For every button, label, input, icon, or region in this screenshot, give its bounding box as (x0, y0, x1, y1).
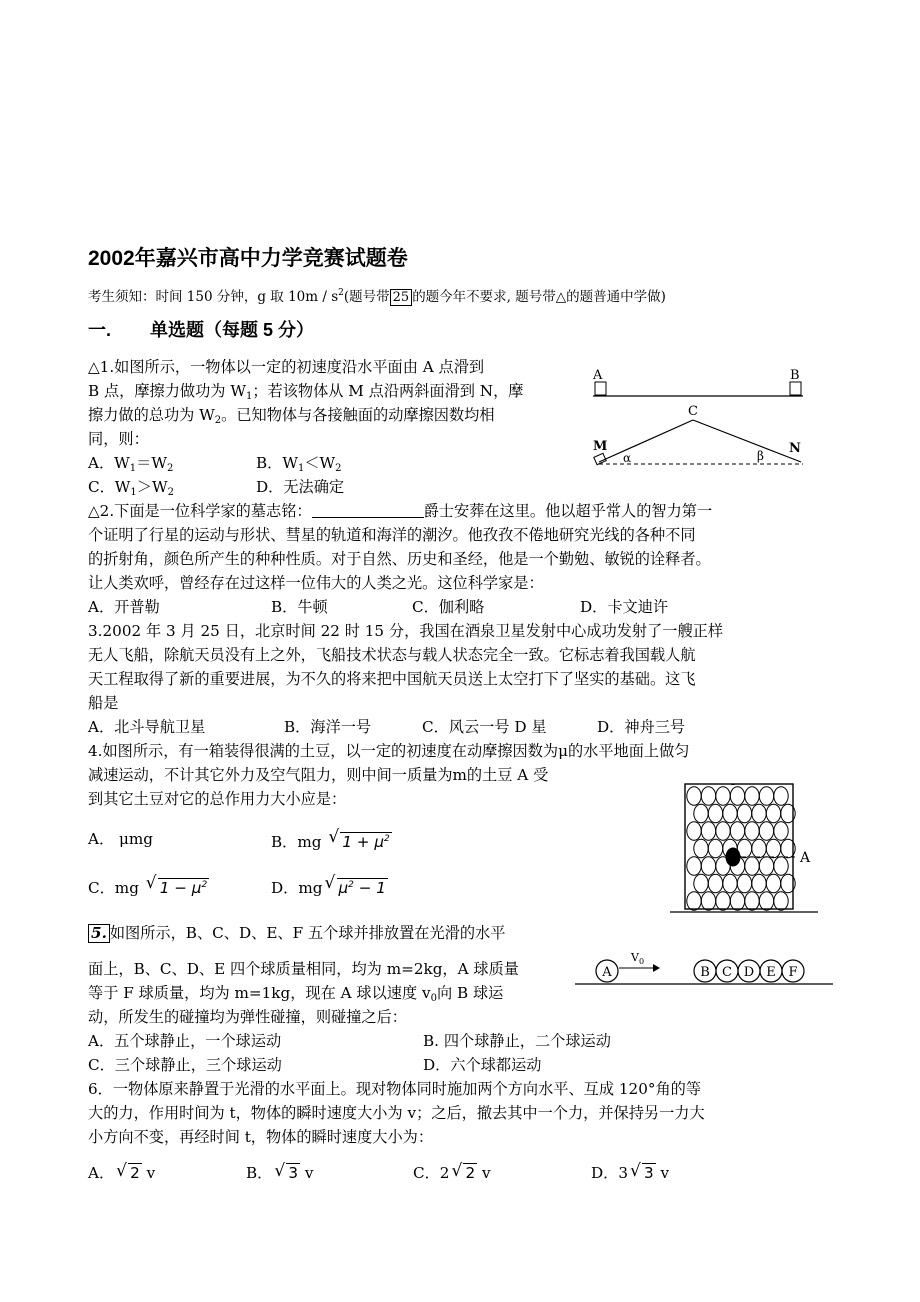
q1-label-c: C (688, 404, 698, 419)
potato (745, 787, 759, 805)
potato (752, 839, 766, 857)
q6-option-a: A．√ 2 v (88, 1162, 155, 1184)
potato (708, 839, 722, 857)
q6-option-d: D．3√ 3 v (591, 1162, 669, 1184)
potato (708, 874, 722, 892)
potato (701, 857, 715, 875)
potato (774, 787, 788, 805)
potato (701, 822, 715, 840)
potato (701, 892, 715, 910)
potato-a (726, 848, 741, 867)
q1-label-b: B (790, 368, 800, 383)
q1-label-n: N (789, 441, 801, 456)
q4-line-3: 到其它土豆对它的总作用力大小应是： (88, 790, 347, 808)
q5-line-1: 5. 如图所示，B、C、D、E、F 五个球并排放置在光滑的水平 (88, 922, 505, 944)
q2-option-b: B．牛顿 (271, 598, 328, 616)
q1-line-2: B 点，摩擦力做功为 $W_1$；若该物体从 M 点沿两斜面滑到 N，摩 (88, 382, 524, 402)
q4-option-a: A． μmg (88, 830, 153, 848)
notice-pre: 考生须知：时间 150 分钟， (88, 289, 258, 305)
q5-ball-b (694, 960, 716, 982)
section-heading (88, 316, 314, 342)
q1-line-3: 擦力做的总功为 $W_2$。已知物体与各接触面的动摩擦因数均相 (88, 406, 495, 426)
potato (723, 804, 737, 822)
potato (766, 874, 780, 892)
q6-line-3: 小方向不变，再经时间 t，物体的瞬时速度大小为： (88, 1128, 434, 1146)
q5-option-a: A．五个球静止，一个球运动 (88, 1032, 282, 1050)
potato (759, 857, 773, 875)
svg-text:E: E (766, 965, 776, 980)
q1-slope-right (693, 420, 801, 462)
potato (701, 787, 715, 805)
svg-text:D: D (743, 965, 755, 980)
q1-label-beta: β (757, 449, 764, 463)
potato (694, 874, 708, 892)
potato (745, 892, 759, 910)
potato (687, 892, 701, 910)
q2-option-d: D．卡文迪许 (580, 598, 669, 616)
section-number: 一. (88, 320, 112, 340)
q1-label-alpha: α (623, 451, 632, 465)
q1-slope-left (599, 420, 693, 462)
q1-label-a: A (593, 368, 603, 383)
svg-text:C: C (722, 965, 732, 980)
q1-block-a (595, 382, 606, 395)
q1-label-m: M (593, 439, 608, 454)
q5-ball-c (716, 960, 738, 982)
q3-option-d: D．神舟三号 (597, 718, 686, 736)
q5-ball-e (760, 960, 782, 982)
potato (774, 857, 788, 875)
notice-post: 的题今年不要求, 题号带△的题普通中学做) (412, 289, 666, 305)
svg-text:A: A (602, 965, 612, 980)
potato (694, 839, 708, 857)
q6-line-2: 大的力，作用时间为 t，物体的瞬时速度大小为 v；之后，撤去其中一个力，并保持另一力大 (88, 1104, 705, 1122)
exam-notice (88, 285, 666, 305)
potato (752, 874, 766, 892)
potato (766, 804, 780, 822)
potato (737, 804, 751, 822)
potato (716, 822, 730, 840)
q4-line-1: 4.如图所示，有一箱装得很满的土豆，以一定的初速度在动摩擦因数为μ的水平地面上做匀 (88, 742, 690, 760)
q4-option-d: D．mg√ $\mu^2 - 1$ (271, 874, 388, 899)
q2-option-c: C．伽利略 (412, 598, 485, 616)
potato (774, 822, 788, 840)
q3-line-2: 无人飞船，除航天员没有上之外，飞船技术状态与载人状态完全一致。它标志着我国载人航 (88, 646, 696, 664)
notice-sup: 2 (338, 288, 344, 298)
q3-line-4: 船是 (88, 694, 119, 712)
q3-line-3: 天工程取得了新的重要进展，为不久的将来把中国航天员送上太空打下了坚实的基础。这飞 (88, 670, 696, 688)
q5-option-b: B. 四个球静止，二个球运动 (423, 1032, 611, 1050)
q2-line-3: 的折射角，颜色所产生的种种性质。对于自然、历史和圣经，他是一个勤勉、敏锐的诠释者。 (88, 550, 711, 568)
q6-line-1: 6．一物体原来静置于光滑的水平面上。现对物体同时施加两个方向水平、互成 120°角的等 (88, 1080, 702, 1098)
potato (737, 874, 751, 892)
potato (730, 892, 744, 910)
q4-figure-dash: - (731, 777, 736, 791)
page-title: 2002年嘉兴市高中力学竞赛试题卷 (88, 247, 408, 270)
q5-ball-a (596, 960, 618, 982)
potato (708, 804, 722, 822)
q1-line-4: 同，则： (88, 430, 149, 448)
q2-line-2: 个证明了行星的运动与形状、彗星的轨道和海洋的潮汐。他孜孜不倦地研究光线的各种不同 (88, 526, 696, 544)
q1-option-c: C．$W_1>W_2$ (88, 478, 174, 498)
q5-arrow-head (653, 964, 660, 972)
q4-option-c: C．mg √ $1 - \mu^2$ (88, 874, 209, 899)
notice-boxed-number: 25 (390, 289, 413, 306)
q5-option-c: C．三个球静止，三个球运动 (88, 1056, 282, 1074)
q4-label-a: A (800, 850, 811, 866)
q5-option-d: D．六个球都运动 (423, 1056, 542, 1074)
potato (723, 874, 737, 892)
q5-number-box: 5. (88, 924, 110, 943)
q6-option-c: C．2√ 2 v (413, 1162, 491, 1184)
q2-line-1: △2.下面是一位科学家的墓志铭： 爵士安葬在这里。他以超乎常人的智力第一 (88, 502, 713, 520)
potato (745, 822, 759, 840)
q5-figure-balls (575, 946, 835, 992)
q5-line-2: 面上，B、C、D、E 四个球质量相同，均为 m=2kg，A 球质量 (88, 960, 519, 978)
q2-answer-blank (312, 502, 424, 518)
q1-figure-slopes (585, 360, 815, 475)
q2-line-4: 让人类欢呼，曾经存在过这样一位伟大的人类之光。这位科学家是： (88, 574, 544, 592)
q4-figure-potato-box (668, 776, 828, 916)
potato (687, 857, 701, 875)
q4-option-b: B．mg √ $1 + \mu^2$ (271, 828, 392, 853)
potato (716, 892, 730, 910)
q4-potatoes (687, 787, 795, 910)
potato (759, 822, 773, 840)
svg-text:B: B (700, 965, 710, 980)
potato (752, 804, 766, 822)
potato (730, 822, 744, 840)
q1-option-b: B．$W_1<W_2$ (256, 454, 342, 474)
q3-option-b: B．海洋一号 (284, 718, 372, 736)
q3-option-a: A．北斗导航卫星 (88, 718, 206, 736)
potato (766, 839, 780, 857)
q1-option-a: A．$W_1=W_2$ (88, 454, 174, 474)
q4-line-2: 减速运动，不计其它外力及空气阻力，则中间一质量为m的土豆 A 受 (88, 766, 549, 784)
potato (687, 822, 701, 840)
q6-option-b: B．√ 3 v (246, 1162, 313, 1184)
notice-g: g 取 10m / s (257, 289, 339, 305)
q3-option-c: C．风云一号 D 星 (422, 718, 547, 736)
q1-block-b (790, 382, 801, 395)
q3-line-1: 3.2002 年 3 月 25 日，北京时间 22 时 15 分，我国在酒泉卫星发射中心成功发射了一艘正样 (88, 622, 724, 640)
q1-line-1: △1.如图所示，一物体以一定的初速度沿水平面由 A 点滑到 (88, 358, 485, 376)
q1-option-d: D．无法确定 (256, 478, 345, 496)
q5-line-3: 等于 F 球质量，均为 m=1kg，现在 A 球以速度 $v_0$向 B 球运 (88, 984, 504, 1004)
svg-text:F: F (788, 965, 798, 980)
potato (716, 787, 730, 805)
section-label: 单选题（每题 5 分） (150, 320, 315, 340)
q5-velocity-label: $V_0$ (631, 951, 645, 966)
potato (745, 857, 759, 875)
q5-line-4: 动，所发生的碰撞均为弹性碰撞，则碰撞之后： (88, 1008, 407, 1026)
q2-option-a: A．开普勒 (88, 598, 160, 616)
q5-ball-f (782, 960, 804, 982)
potato (687, 787, 701, 805)
notice-mid: (题号带 (343, 289, 390, 305)
potato (759, 787, 773, 805)
potato (774, 892, 788, 910)
potato (694, 804, 708, 822)
potato (759, 892, 773, 910)
q5-ball-d (738, 960, 760, 982)
